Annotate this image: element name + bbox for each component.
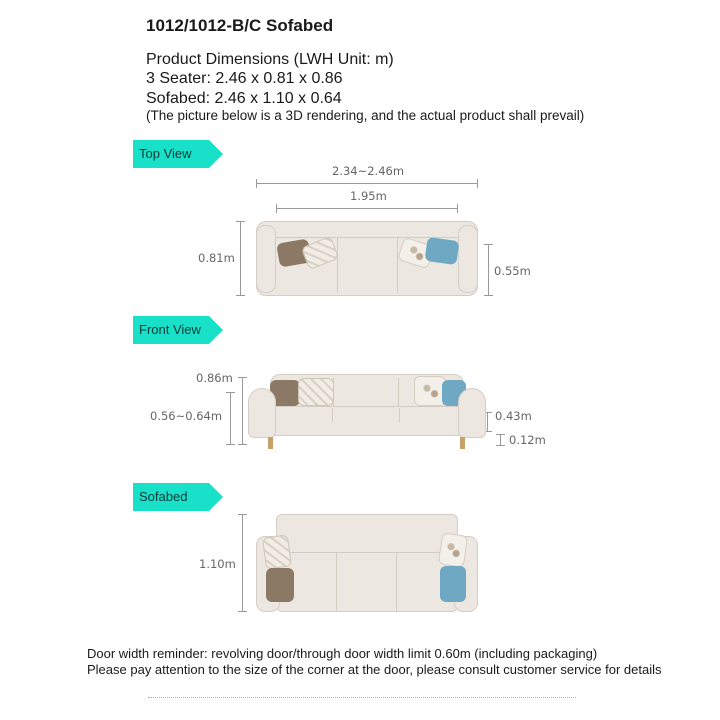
sofabed-depth-line [242,514,243,612]
leg-height-line [500,434,501,446]
sofabed-tag: Sofabed [133,483,209,511]
seat-width-line [276,208,458,209]
sofa-top-view [256,221,478,296]
dotted-divider [148,697,576,698]
seat-depth-label: 0.55m [494,264,531,278]
arm-height-line [230,392,231,445]
leg-height-label: 0.12m [509,433,546,447]
sofabed-top-view [256,514,478,612]
door-width-reminder: Door width reminder: revolving door/through door width limit 0.60m (including packaging) [87,646,598,661]
sofabed-dimensions: Sofabed: 2.46 x 1.10 x 0.64 [146,90,342,107]
seat-depth-line [488,244,489,296]
seat-height-label: 0.43m [495,409,532,423]
corner-attention-note: Please pay attention to the size of the corner at the door, please consult customer service for details [87,662,662,677]
front-view-tag: Front View [133,316,209,344]
front-height-line [242,377,243,445]
seat-width-label: 1.95m [350,189,387,203]
three-seater-dimensions: 3 Seater: 2.46 x 0.81 x 0.86 [146,70,343,87]
top-depth-label: 0.81m [198,251,235,265]
dimensions-heading: Product Dimensions (LWH Unit: m) [146,51,394,68]
front-height-label: 0.86m [196,371,233,385]
seat-height-line [487,412,488,432]
sofabed-depth-label: 1.10m [199,557,236,571]
product-title: 1012/1012-B/C Sofabed [146,16,334,35]
overall-width-line [256,183,478,184]
top-view-tag: Top View [133,140,209,168]
rendering-note: (The picture below is a 3D rendering, and the actual product shall prevail) [146,108,585,123]
top-depth-line [240,221,241,296]
sofa-front-view [248,374,486,449]
overall-width-label: 2.34~2.46m [332,164,405,178]
arm-height-label: 0.56~0.64m [150,409,223,423]
